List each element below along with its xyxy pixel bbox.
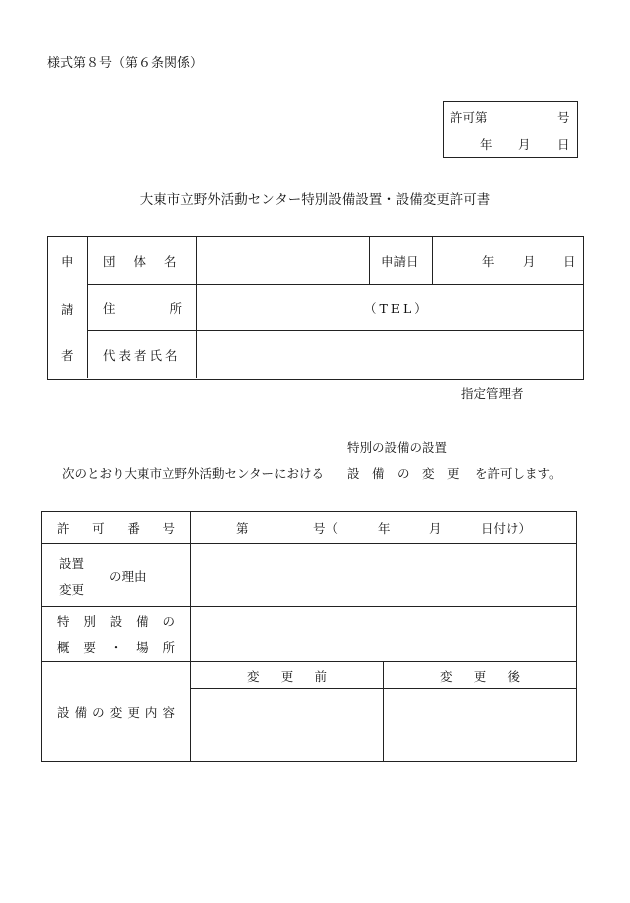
permit-month: 月 xyxy=(518,137,531,152)
application-year: 年 xyxy=(482,254,495,269)
special-equipment-field[interactable] xyxy=(192,608,574,660)
representative-label: 代表者氏名 xyxy=(103,348,181,363)
applicant-side-label-1: 申 xyxy=(61,254,74,269)
application-date-label: 申請日 xyxy=(381,254,419,269)
manager-label: 指定管理者 xyxy=(461,386,524,401)
reason-label-suffix: の理由 xyxy=(109,569,147,584)
option-special-equipment: 特別の設備の設置 xyxy=(347,440,448,455)
application-month: 月 xyxy=(523,254,536,269)
reason-label-install: 設置 xyxy=(59,556,85,571)
special-equipment-label-1: 特別設備の xyxy=(57,614,175,629)
address-label: 住所 xyxy=(103,301,182,316)
permit-no-suffix: 号 xyxy=(557,110,570,125)
document-title: 大東市立野外活動センター特別設備設置・設備変更許可書 xyxy=(139,192,491,208)
tel-label: （TEL） xyxy=(364,301,430,316)
permit-day: 日 xyxy=(557,137,570,152)
option-equipment-change: 設 備 の 変 更 xyxy=(347,466,460,481)
after-change-label: 変更後 xyxy=(440,669,520,684)
group-name-label: 団体名 xyxy=(103,254,195,269)
permit-number-prefix: 第 xyxy=(236,521,249,536)
permit-number-label: 許可番号 xyxy=(57,521,175,536)
permit-number-month: 月 xyxy=(429,521,442,536)
before-change-field[interactable] xyxy=(192,690,382,760)
form-number: 様式第８号（第６条関係） xyxy=(47,56,204,71)
application-day: 日 xyxy=(563,254,576,269)
permit-number-mid: 号（ xyxy=(313,521,339,536)
reason-field[interactable] xyxy=(192,545,574,605)
permit-number-year: 年 xyxy=(378,521,391,536)
before-change-label: 変更前 xyxy=(247,669,327,684)
permission-prefix: 次のとおり大東市立野外活動センターにおける xyxy=(62,466,325,481)
group-name-field[interactable] xyxy=(198,238,368,283)
applicant-side-label-2: 請 xyxy=(61,302,74,317)
applicant-side-label-3: 者 xyxy=(61,348,74,363)
permit-year: 年 xyxy=(480,137,493,152)
permit-no-prefix: 許可第 xyxy=(450,110,488,125)
after-change-field[interactable] xyxy=(385,690,574,760)
representative-field[interactable] xyxy=(198,332,581,377)
permission-suffix: を許可します。 xyxy=(475,466,562,481)
permit-number-date-suffix: 日付け） xyxy=(481,521,532,536)
special-equipment-label-2: 概要・場所 xyxy=(57,640,175,655)
reason-label-change: 変更 xyxy=(59,582,85,597)
change-content-label: 設備の変更内容 xyxy=(57,705,175,720)
